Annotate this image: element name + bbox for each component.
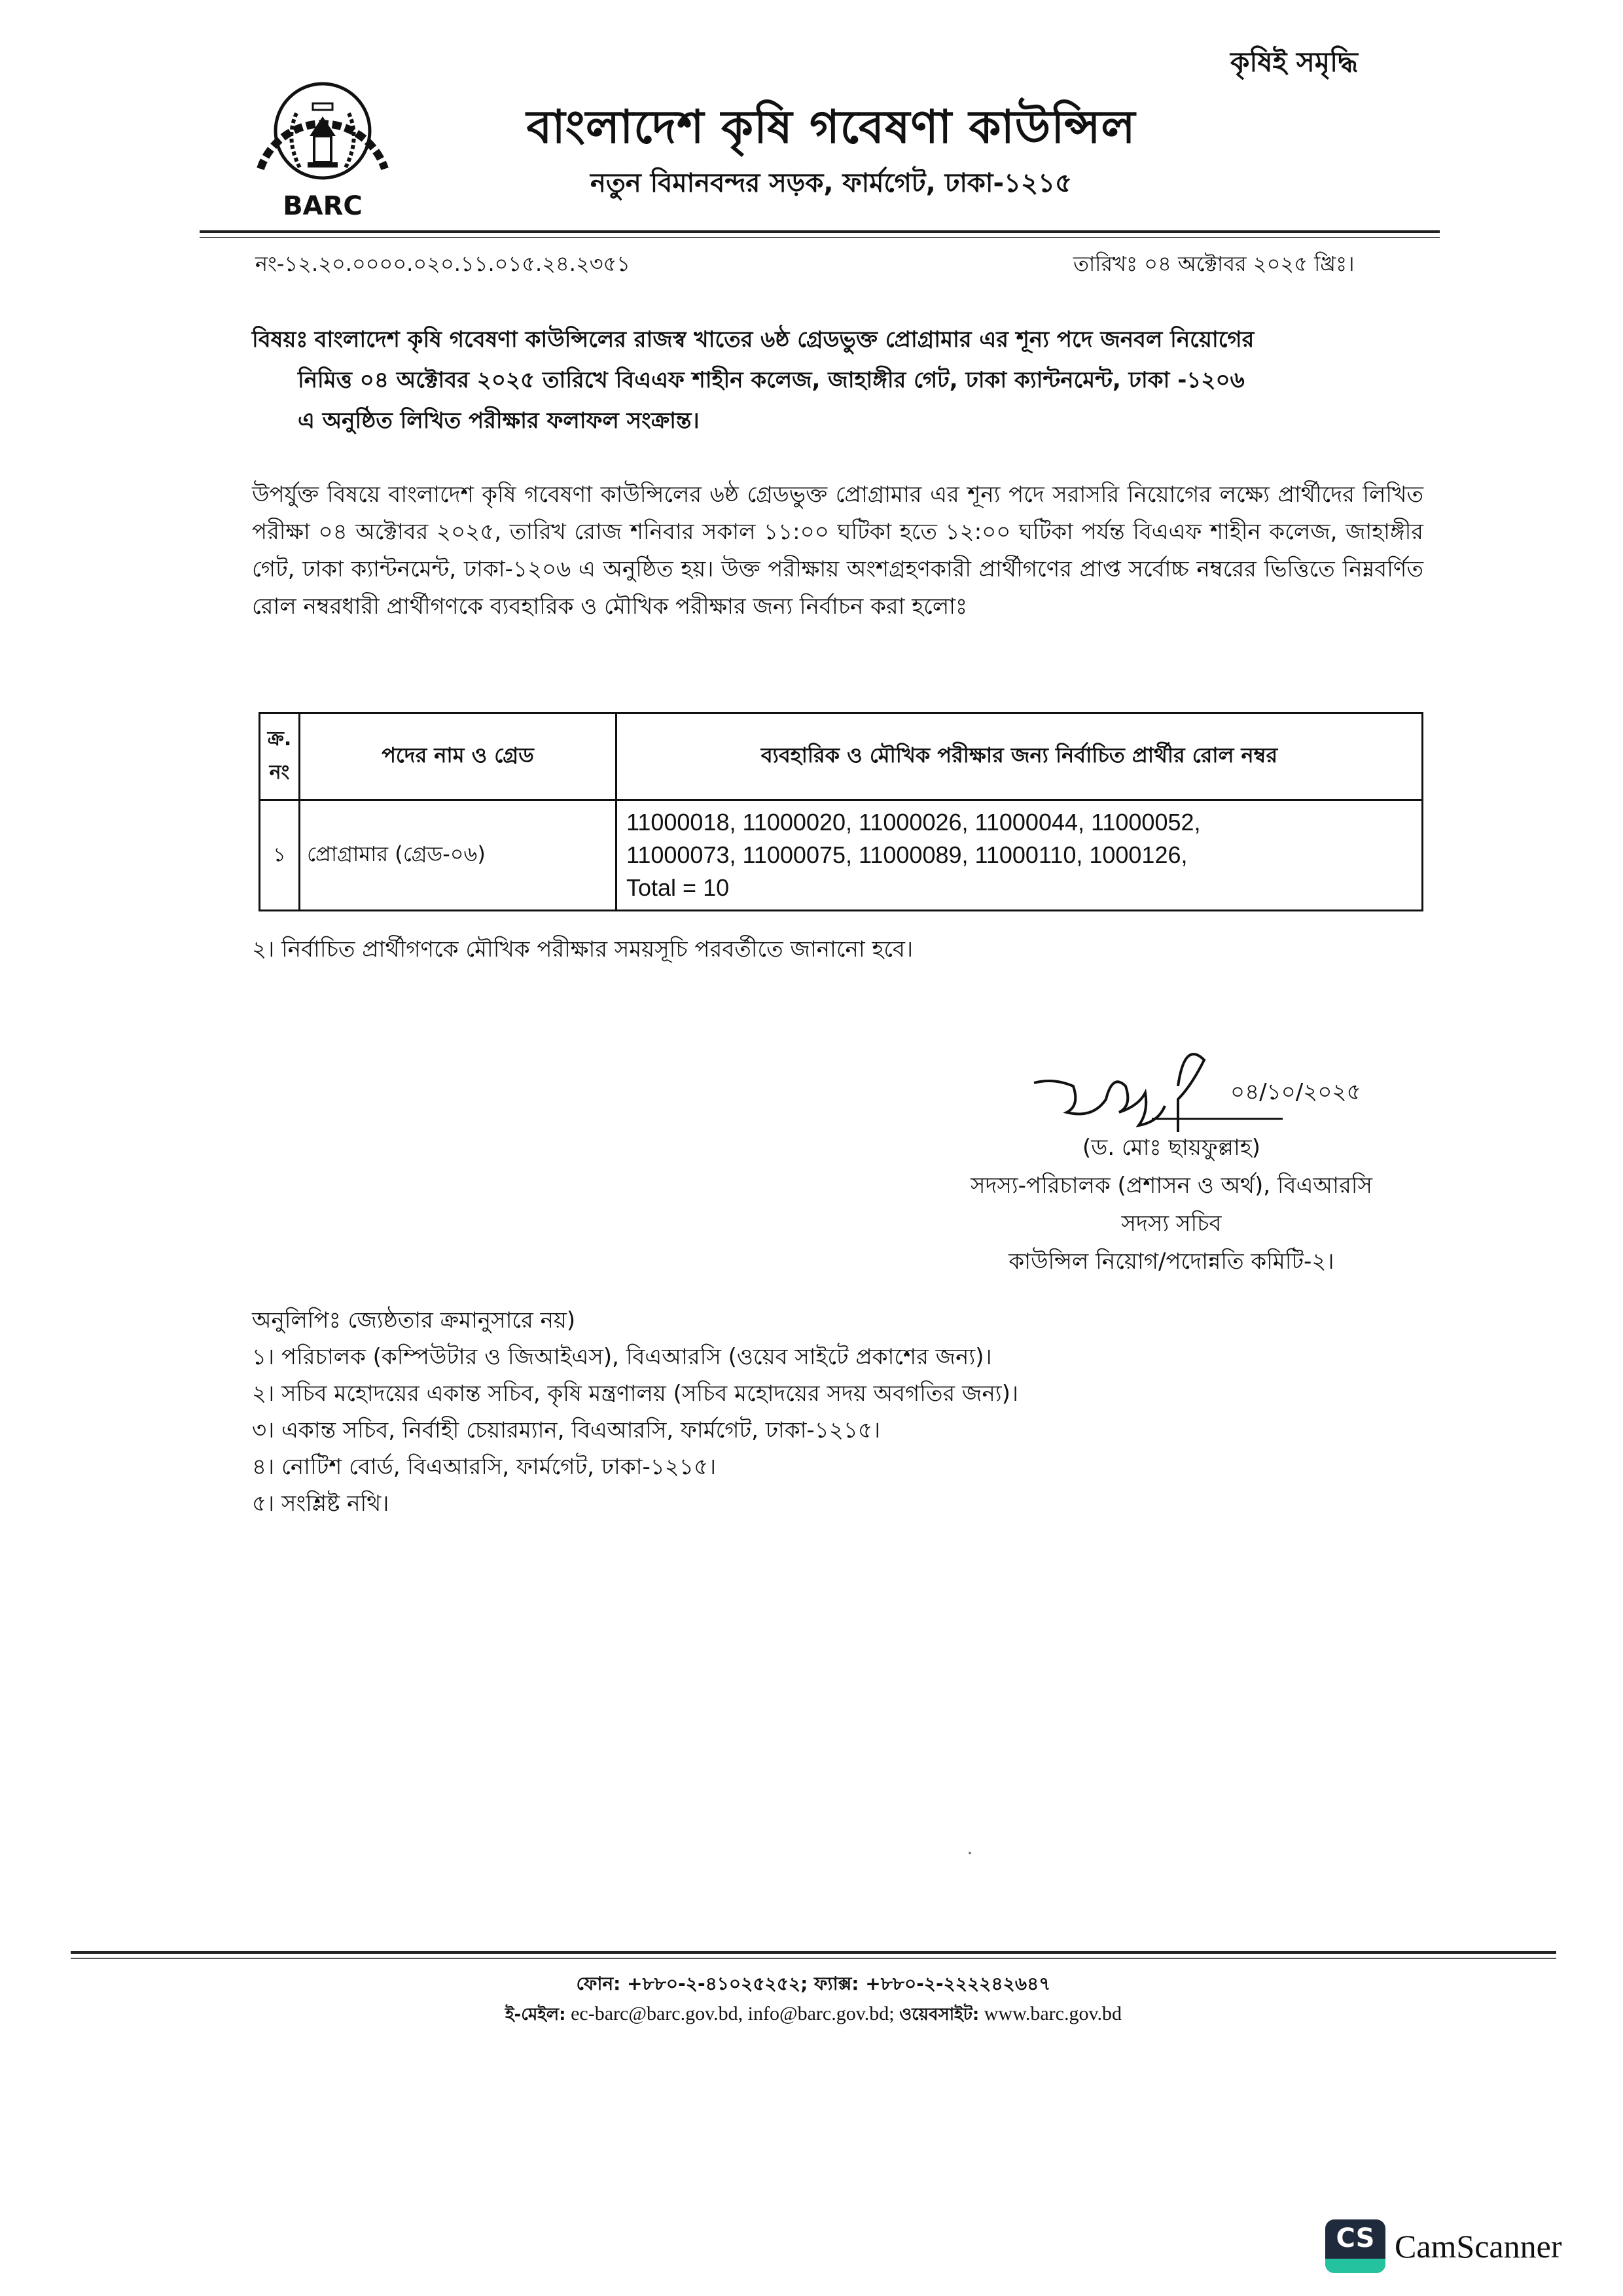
organization-address: নতুন বিমানবন্দর সড়ক, ফার্মগেট, ঢাকা-১২১৫ <box>590 168 1072 198</box>
results-table <box>259 712 1423 911</box>
roll-total: Total = 10 <box>626 874 730 901</box>
subject-line-2: নিমিত্ত ০৪ অক্টোবর ২০২৫ তারিখে বিএএফ শাহীন কলেজ, জাহাঙ্গীর গেট, ঢাকা ক্যান্টনমেন্ট, ঢাকা -১২০৬ <box>298 367 1245 393</box>
row-post: প্রোগ্রামার (গ্রেড-০৬) <box>300 800 616 911</box>
motto: কৃষিই সমৃদ্ধি <box>1230 46 1358 78</box>
website-link[interactable]: www.barc.gov.bd <box>984 2003 1122 2024</box>
signature <box>1021 1047 1361 1132</box>
copy-item: ৫। সংশ্লিষ্ট নথি। <box>252 1491 389 1517</box>
camscanner-badge-text: CS <box>1336 2223 1375 2253</box>
camscanner-logo-icon <box>1325 2219 1385 2273</box>
subject-line-3: এ অনুষ্ঠিত লিখিত পরীক্ষার ফলাফল সংক্রান্ত। <box>298 408 700 434</box>
header-divider-thin <box>200 237 1440 238</box>
email-label: ই-মেইল: <box>505 2005 566 2024</box>
row-rolls <box>616 800 1423 911</box>
table-header-row <box>260 713 1423 800</box>
copy-title: অনুলিপিঃ জ্যেষ্ঠতার ক্রমানুসারে নয়) <box>252 1307 576 1333</box>
row-serial: ১ <box>260 800 300 911</box>
camscanner-watermark <box>1325 2219 1561 2273</box>
table-row <box>260 800 1423 911</box>
footer-divider-thin <box>71 1958 1556 1959</box>
header-rolls: ব্যবহারিক ও মৌখিক পরীক্ষার জন্য নির্বাচিত প্রার্থীর রোল নম্বর <box>616 713 1423 800</box>
signatory-designation-1: সদস্য-পরিচালক (প্রশাসন ও অর্থ), বিএআরসি <box>971 1173 1372 1199</box>
svg-text:BARC: BARC <box>283 191 363 221</box>
organization-name: বাংলাদেশ কৃষি গবেষণা কাউন্সিল <box>526 100 1136 154</box>
note-viva-schedule: ২। নির্বাচিত প্রার্থীগণকে মৌখিক পরীক্ষার সময়সূচি পরবর্তীতে জানানো হবে। <box>252 936 914 963</box>
footer-phone-fax: ফোন: +৮৮০-২-৪১০২৫২৫২; ফ্যাক্স: +৮৮০-২-২২২২৪২৬৪৭ <box>576 1973 1051 1994</box>
signature-date: ০৪/১০/২০২৫ <box>1230 1079 1361 1105</box>
copy-item: ৩। একান্ত সচিব, নির্বাহী চেয়ারম্যান, বিএআরসি, ফার্মগেট, ঢাকা-১২১৫। <box>252 1417 881 1443</box>
signatory-block <box>903 1129 1440 1280</box>
signature-icon <box>1021 1047 1361 1132</box>
header-divider <box>200 230 1440 233</box>
camscanner-accent-strip <box>1325 2259 1385 2273</box>
header-post: পদের নাম ও গ্রেড <box>300 713 616 800</box>
copy-item: ২। সচিব মহোদয়ের একান্ত সচিব, কৃষি মন্ত্রণালয় (সচিব মহোদয়ের সদয় অবগতির জন্য)। <box>252 1381 1019 1407</box>
subject-line-1: বাংলাদেশ কৃষি গবেষণা কাউন্সিলের রাজস্ব খাতের ৬ষ্ঠ গ্রেডভুক্ত প্রোগ্রামার এর শূন্য পদে জনবল নিয়োগের <box>314 327 1255 353</box>
website-label: ওয়েবসাইট: <box>899 2005 980 2024</box>
email-addresses[interactable]: ec-barc@barc.gov.bd, info@barc.gov.bd; <box>571 2003 895 2024</box>
footer-contacts <box>71 2001 1556 2030</box>
signatory-name: (ড. মোঃ ছায়ফুল্লাহ) <box>1082 1135 1260 1161</box>
footer-divider <box>71 1951 1556 1954</box>
barc-seal-icon <box>234 58 411 221</box>
subject-block <box>252 319 1430 441</box>
subject-label: বিষয়ঃ <box>252 327 308 353</box>
copy-item: ১। পরিচালক (কম্পিউটার ও জিআইএস), বিএআরসি (ওয়েব সাইটে প্রকাশের জন্য)। <box>252 1344 992 1370</box>
roll-numbers-line-2: 11000073, 11000075, 11000089, 11000110, 1000126, <box>626 841 1188 868</box>
roll-numbers-line-1: 11000018, 11000020, 11000026, 11000044, 11000052, <box>626 809 1201 836</box>
header-serial: ক্র. নং <box>260 713 300 800</box>
camscanner-text: CamScanner <box>1395 2228 1562 2265</box>
copy-distribution <box>252 1302 1018 1522</box>
body-paragraph: উপর্যুক্ত বিষয়ে বাংলাদেশ কৃষি গবেষণা কাউন্সিলের ৬ষ্ঠ গ্রেডভুক্ত প্রোগ্রামার এর শূন্য পদে সরাসরি নিয়োগের লক্ষ্যে প্রার্থীদের লিখিত পরীক্ষা ০৪ অক্টোবর ২০২৫, তারিখ রোজ শনিবার সকাল ১১:০০ ঘটিকা হতে ১২:০০ ঘটিকা পর্যন্ত বিএএফ শাহীন কলেজ, জাহাঙ্গীর গেট, ঢাকা ক্যান্টনমেন্ট, ঢাকা-১২০৬ এ অনুষ্ঠিত হয়। উক্ত পরীক্ষায় অংশগ্রহণকারী প্রার্থীগণের প্রাপ্ত সর্বোচ্চ নম্বরের ভিত্তিতে নিম্নবর্ণিত রোল নম্বরধারী প্রার্থীগণকে ব্যবহারিক ও মৌখিক পরীক্ষার জন্য নির্বাচন করা হলোঃ <box>252 482 1423 620</box>
barc-logo <box>234 58 411 221</box>
reference-number: নং-১২.২০.০০০০.০২০.১১.০১৫.২৪.২৩৫১ <box>255 251 631 276</box>
scan-speck <box>969 1852 971 1854</box>
signatory-designation-2: সদস্য সচিব <box>1121 1210 1222 1237</box>
copy-item: ৪। নোটিশ বোর্ড, বিএআরসি, ফার্মগেট, ঢাকা-১২১৫। <box>252 1454 717 1480</box>
signatory-designation-3: কাউন্সিল নিয়োগ/পদোন্নতি কমিটি-২। <box>1008 1248 1334 1275</box>
memo-date: তারিখঃ ০৪ অক্টোবর ২০২৫ খ্রিঃ। <box>1073 251 1355 276</box>
